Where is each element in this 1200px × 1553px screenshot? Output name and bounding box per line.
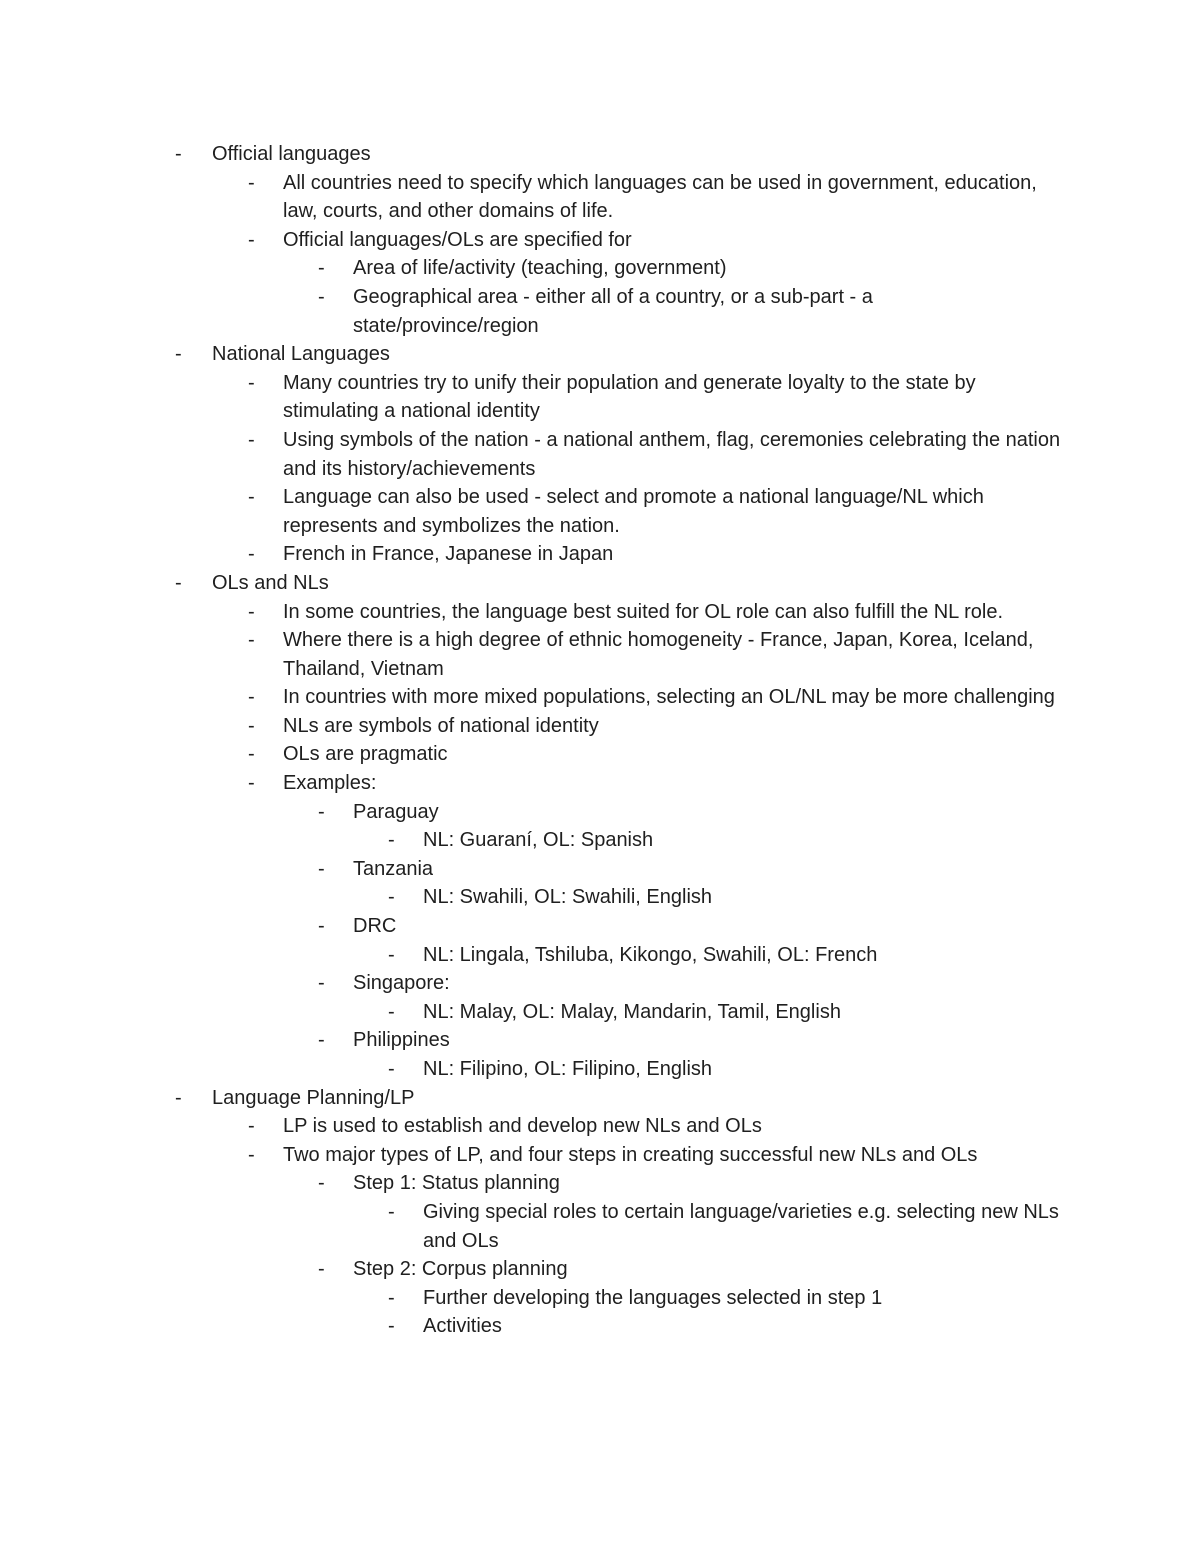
list-item-text: Step 1: Status planning: [353, 1172, 560, 1195]
list-item: [0, 1141, 1061, 1170]
list-item-text: Giving special roles to certain language/varieties e.g. selecting new NLs and OLs: [423, 1200, 1059, 1252]
list-item-text: Singapore:: [353, 972, 450, 995]
list-item-text: Geographical area - either all of a country, or a sub-part - a state/province/region: [353, 285, 873, 337]
list-item: [0, 1312, 1063, 1341]
list-item-text: Area of life/activity (teaching, government): [353, 257, 727, 280]
list-item-text: Activities: [423, 1315, 502, 1338]
bullet-dash: -: [318, 257, 325, 280]
bullet-dash: -: [318, 800, 325, 823]
bullet-dash: -: [318, 972, 325, 995]
list-item: [0, 140, 1060, 169]
list-item: [0, 426, 1061, 483]
bullet-dash: -: [248, 486, 255, 509]
list-item: [0, 169, 1061, 226]
bullet-dash: -: [248, 171, 255, 194]
bullet-dash: -: [388, 943, 395, 966]
list-item: [0, 855, 1061, 884]
bullet-dash: -: [248, 600, 255, 623]
bullet-dash: -: [175, 343, 182, 366]
bullet-dash: -: [248, 714, 255, 737]
bullet-dash: -: [388, 1286, 395, 1309]
list-item: [0, 1084, 1060, 1113]
list-item-text: Tanzania: [353, 857, 434, 880]
list-item: [0, 683, 1061, 712]
list-item-text: LP is used to establish and develop new NLs and OLs: [283, 1115, 762, 1138]
list-item: [0, 826, 1063, 855]
bullet-dash: -: [388, 1200, 395, 1223]
bullet-dash: -: [248, 1115, 255, 1138]
list-item-text: Official languages/OLs are specified for: [283, 228, 632, 251]
list-item: [0, 1255, 1061, 1284]
list-item-text: French in France, Japanese in Japan: [283, 543, 614, 566]
list-item-text: National Languages: [212, 343, 390, 366]
list-item-text: Language Planning/LP: [212, 1086, 415, 1109]
list-item-text: In countries with more mixed populations, selecting an OL/NL may be more challenging: [283, 686, 1055, 709]
list-item: [0, 483, 1061, 540]
list-item-text: NLs are symbols of national identity: [283, 714, 599, 737]
list-item: [0, 598, 1061, 627]
bullet-dash: -: [175, 571, 182, 594]
bullet-dash: -: [248, 228, 255, 251]
list-item: [0, 740, 1061, 769]
bullet-dash: -: [318, 857, 325, 880]
list-item: [0, 540, 1061, 569]
list-item: [0, 712, 1061, 741]
list-item: [0, 969, 1061, 998]
bullet-dash: -: [248, 543, 255, 566]
list-item-text: NL: Lingala, Tshiluba, Kikongo, Swahili, OL: French: [423, 943, 878, 966]
list-item: [0, 1112, 1061, 1141]
bullet-dash: -: [318, 1029, 325, 1052]
list-item: [0, 769, 1061, 798]
list-item: [0, 626, 1061, 683]
list-item: [0, 340, 1060, 369]
list-item-text: Step 2: Corpus planning: [353, 1258, 568, 1281]
list-item-text: OLs are pragmatic: [283, 743, 448, 766]
bullet-dash: -: [318, 1172, 325, 1195]
bullet-dash: -: [388, 1000, 395, 1023]
list-item: [0, 883, 1063, 912]
list-item-text: In some countries, the language best suited for OL role can also fulfill the NL role.: [283, 600, 1004, 623]
bullet-dash: -: [248, 371, 255, 394]
list-item-text: Language can also be used - select and promote a national language/NL which represents and symbolizes the nation.: [283, 486, 984, 537]
list-item: [0, 1198, 1063, 1255]
list-item: [0, 283, 1061, 340]
list-item-text: Using symbols of the nation - a national anthem, flag, ceremonies celebrating the nation and its history/achievements: [283, 428, 1061, 480]
list-item-text: Philippines: [353, 1029, 450, 1052]
bullet-dash: -: [248, 428, 255, 451]
bullet-dash: -: [175, 1086, 182, 1109]
list-item: [0, 1284, 1063, 1313]
bullet-dash: -: [388, 829, 395, 852]
list-item-text: NL: Malay, OL: Malay, Mandarin, Tamil, English: [423, 1000, 841, 1023]
list-item-text: Two major types of LP, and four steps in creating successful new NLs and OLs: [283, 1143, 978, 1166]
bullet-dash: -: [248, 629, 255, 652]
list-item-text: Many countries try to unify their population and generate loyalty to the state by stimulating a national identity: [283, 371, 976, 423]
bullet-dash: -: [388, 1058, 395, 1080]
bullet-dash: -: [318, 285, 325, 308]
bullet-dash: -: [248, 772, 255, 795]
list-item-text: Examples:: [283, 772, 377, 795]
list-item: [0, 912, 1061, 941]
list-item: [0, 941, 1063, 970]
list-item-text: NL: Guaraní, OL: Spanish: [423, 829, 654, 852]
bullet-dash: -: [248, 686, 255, 709]
bullet-dash: -: [248, 1143, 255, 1166]
bullet-dash: -: [388, 886, 395, 909]
bullet-dash: -: [318, 1258, 325, 1281]
bullet-list: [0, 140, 1200, 1341]
bullet-dash: -: [388, 1315, 395, 1338]
list-item-text: Further developing the languages selected in step 1: [423, 1286, 883, 1309]
list-item-text: Paraguay: [353, 800, 439, 823]
list-item-text: Official languages: [212, 143, 371, 165]
list-item-text: OLs and NLs: [212, 571, 329, 594]
list-item-text: Where there is a high degree of ethnic homogeneity - France, Japan, Korea, Iceland, Thailand, Vietnam: [283, 629, 1034, 680]
list-item: [0, 569, 1060, 598]
list-item: [0, 254, 1061, 283]
bullet-dash: -: [318, 915, 325, 938]
list-item: [0, 1026, 1061, 1055]
bullet-dash: -: [175, 143, 182, 165]
list-item-text: All countries need to specify which languages can be used in government, education, law, courts, and other domains of life.: [283, 171, 1037, 223]
list-item: [0, 1169, 1061, 1198]
list-item-text: NL: Swahili, OL: Swahili, English: [423, 886, 713, 909]
list-item: [0, 369, 1061, 426]
list-item: [0, 226, 1061, 255]
list-item: [0, 798, 1061, 827]
list-item-text: NL: Filipino, OL: Filipino, English: [423, 1058, 713, 1080]
list-item: [0, 998, 1063, 1027]
list-item: [0, 1055, 1063, 1084]
list-item-text: DRC: [353, 915, 397, 938]
bullet-dash: -: [248, 743, 255, 766]
